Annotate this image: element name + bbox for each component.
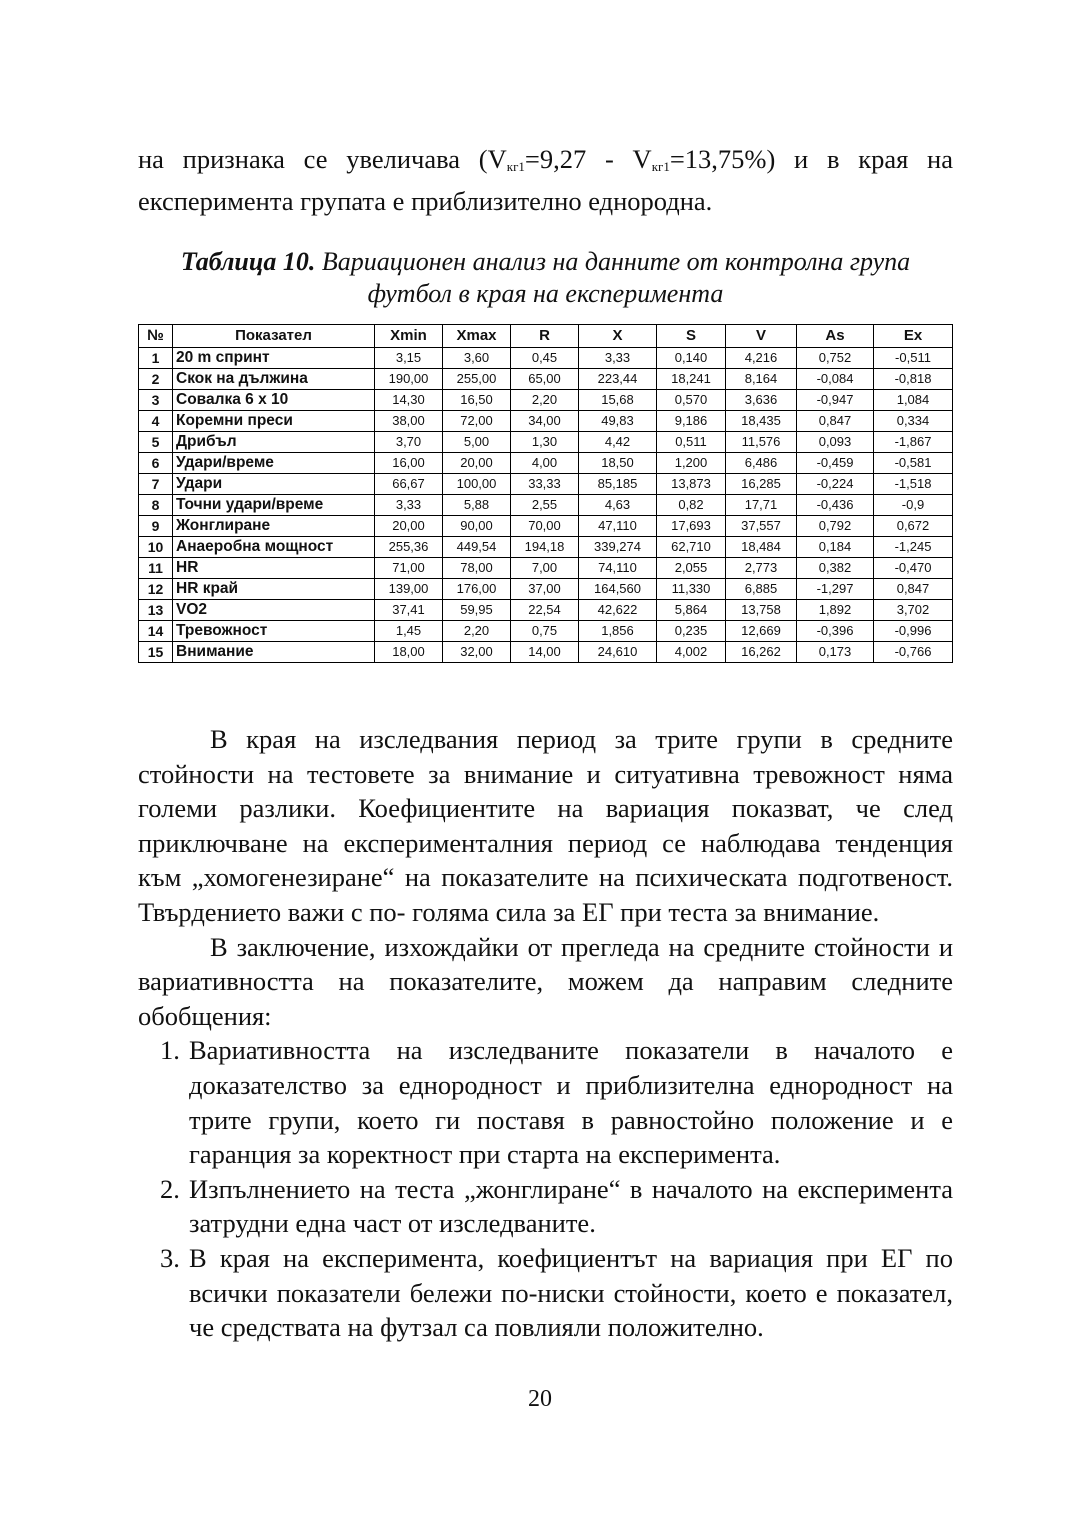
cell-v: 37,557 xyxy=(726,516,797,537)
cell-xmax: 20,00 xyxy=(443,453,511,474)
cell-ex: -1,245 xyxy=(874,537,953,558)
cell-s: 1,200 xyxy=(657,453,726,474)
cell-s: 0,235 xyxy=(657,621,726,642)
cell-number: 10 xyxy=(139,537,173,558)
cell-indicator: Скок на дължина xyxy=(173,369,375,390)
cell-as: -0,436 xyxy=(797,495,874,516)
cell-xmax: 100,00 xyxy=(443,474,511,495)
cell-x: 223,44 xyxy=(579,369,657,390)
cell-as: -0,947 xyxy=(797,390,874,411)
cell-xmax: 449,54 xyxy=(443,537,511,558)
cell-indicator: Совалка 6 х 10 xyxy=(173,390,375,411)
cell-r: 4,00 xyxy=(511,453,579,474)
cell-r: 7,00 xyxy=(511,558,579,579)
page-number: 20 xyxy=(528,1386,552,1412)
cell-xmax: 90,00 xyxy=(443,516,511,537)
list-item-marker: 1. xyxy=(160,1035,180,1066)
cell-v: 17,71 xyxy=(726,495,797,516)
cell-v: 6,885 xyxy=(726,579,797,600)
cell-ex: -0,818 xyxy=(874,369,953,390)
cell-xmin: 139,00 xyxy=(375,579,443,600)
cell-number: 5 xyxy=(139,432,173,453)
cell-xmin: 37,41 xyxy=(375,600,443,621)
cell-indicator: HR xyxy=(173,558,375,579)
table-row xyxy=(139,600,953,621)
header-cell-indicator: Показател xyxy=(173,325,375,348)
cell-indicator: Внимание xyxy=(173,642,375,663)
intro-text-part-2: =9,27 - V xyxy=(524,144,652,174)
cell-ex: -1,867 xyxy=(874,432,953,453)
cell-s: 0,511 xyxy=(657,432,726,453)
cell-number: 1 xyxy=(139,348,173,369)
cell-xmax: 5,88 xyxy=(443,495,511,516)
cell-s: 18,241 xyxy=(657,369,726,390)
cell-r: 37,00 xyxy=(511,579,579,600)
cell-s: 0,140 xyxy=(657,348,726,369)
cell-x: 47,110 xyxy=(579,516,657,537)
cell-s: 4,002 xyxy=(657,642,726,663)
table-row xyxy=(139,537,953,558)
cell-v: 4,216 xyxy=(726,348,797,369)
cell-r: 65,00 xyxy=(511,369,579,390)
cell-r: 14,00 xyxy=(511,642,579,663)
table-row xyxy=(139,495,953,516)
header-cell-x: X xyxy=(579,325,657,348)
cell-x: 42,622 xyxy=(579,600,657,621)
cell-number: 14 xyxy=(139,621,173,642)
cell-r: 2,55 xyxy=(511,495,579,516)
cell-xmax: 5,00 xyxy=(443,432,511,453)
cell-xmin: 38,00 xyxy=(375,411,443,432)
cell-indicator: Удари xyxy=(173,474,375,495)
cell-xmax: 16,50 xyxy=(443,390,511,411)
cell-ex: 3,702 xyxy=(874,600,953,621)
cell-v: 8,164 xyxy=(726,369,797,390)
cell-xmin: 71,00 xyxy=(375,558,443,579)
cell-indicator: Анаеробна мощност xyxy=(173,537,375,558)
cell-r: 2,20 xyxy=(511,390,579,411)
header-cell-number: № xyxy=(139,325,173,348)
cell-xmin: 190,00 xyxy=(375,369,443,390)
cell-as: -0,224 xyxy=(797,474,874,495)
body-text xyxy=(138,722,953,1345)
cell-indicator: Удари/време xyxy=(173,453,375,474)
cell-r: 194,18 xyxy=(511,537,579,558)
cell-indicator: Жонглиране xyxy=(173,516,375,537)
cell-xmax: 2,20 xyxy=(443,621,511,642)
table-row xyxy=(139,579,953,600)
table-row xyxy=(139,474,953,495)
intro-line-1 xyxy=(138,142,953,184)
cell-number: 9 xyxy=(139,516,173,537)
table-caption xyxy=(138,246,953,310)
cell-indicator: Точни удари/време xyxy=(173,495,375,516)
cell-s: 11,330 xyxy=(657,579,726,600)
cell-as: 1,892 xyxy=(797,600,874,621)
cell-r: 1,30 xyxy=(511,432,579,453)
cell-number: 4 xyxy=(139,411,173,432)
cell-s: 0,82 xyxy=(657,495,726,516)
cell-xmin: 3,15 xyxy=(375,348,443,369)
cell-s: 0,570 xyxy=(657,390,726,411)
cell-number: 6 xyxy=(139,453,173,474)
cell-v: 16,262 xyxy=(726,642,797,663)
cell-xmin: 66,67 xyxy=(375,474,443,495)
cell-x: 1,856 xyxy=(579,621,657,642)
table-row xyxy=(139,369,953,390)
list-item-text: В края на експеримента, коефициентът на вариация при ЕГ по всички показатели бележи по-ниски стойности, което е показател, че средствата на футзал са повлияли положително. xyxy=(189,1242,953,1343)
table-caption-label: Таблица 10. xyxy=(180,247,316,276)
cell-number: 15 xyxy=(139,642,173,663)
cell-number: 11 xyxy=(139,558,173,579)
cell-indicator: Тревожност xyxy=(173,621,375,642)
cell-xmax: 59,95 xyxy=(443,600,511,621)
variation-analysis-table xyxy=(138,324,953,663)
cell-x: 49,83 xyxy=(579,411,657,432)
table-row xyxy=(139,453,953,474)
cell-number: 3 xyxy=(139,390,173,411)
list-item-marker: 3. xyxy=(160,1242,180,1273)
list-item xyxy=(138,1241,953,1345)
cell-v: 11,576 xyxy=(726,432,797,453)
cell-x: 15,68 xyxy=(579,390,657,411)
cell-v: 3,636 xyxy=(726,390,797,411)
cell-x: 24,610 xyxy=(579,642,657,663)
cell-as: 0,847 xyxy=(797,411,874,432)
table-row xyxy=(139,390,953,411)
cell-v: 16,285 xyxy=(726,474,797,495)
cell-as: -0,396 xyxy=(797,621,874,642)
cell-as: 0,093 xyxy=(797,432,874,453)
cell-v: 6,486 xyxy=(726,453,797,474)
cell-as: -1,297 xyxy=(797,579,874,600)
cell-r: 70,00 xyxy=(511,516,579,537)
cell-indicator: Дрибъл xyxy=(173,432,375,453)
cell-r: 33,33 xyxy=(511,474,579,495)
cell-as: 0,173 xyxy=(797,642,874,663)
cell-x: 4,42 xyxy=(579,432,657,453)
header-cell-xmin: Xmin xyxy=(375,325,443,348)
cell-as: 0,184 xyxy=(797,537,874,558)
table-row xyxy=(139,411,953,432)
cell-ex: -0,511 xyxy=(874,348,953,369)
header-cell-as: As xyxy=(797,325,874,348)
cell-v: 18,484 xyxy=(726,537,797,558)
cell-r: 0,75 xyxy=(511,621,579,642)
intro-paragraph xyxy=(138,142,953,218)
cell-r: 34,00 xyxy=(511,411,579,432)
list-item-text: Вариативността на изследваните показатели в началото е доказателство за еднородност и приблизителна еднородност на трите групи, което ги поставя в равностойно положение и е гаранция за коректност при старта на експеримента. xyxy=(189,1035,953,1170)
cell-ex: -0,470 xyxy=(874,558,953,579)
intro-line-2: експеримента групата е приблизително еднородна. xyxy=(138,186,713,216)
cell-xmin: 16,00 xyxy=(375,453,443,474)
intro-text-part-1: на признака се увеличава (V xyxy=(138,144,507,174)
table-body xyxy=(139,348,953,663)
header-cell-ex: Ex xyxy=(874,325,953,348)
cell-v: 2,773 xyxy=(726,558,797,579)
intro-subscript-1: кг1 xyxy=(506,159,525,174)
cell-ex: 1,084 xyxy=(874,390,953,411)
cell-ex: -0,581 xyxy=(874,453,953,474)
header-cell-v: V xyxy=(726,325,797,348)
cell-xmax: 32,00 xyxy=(443,642,511,663)
cell-x: 74,110 xyxy=(579,558,657,579)
cell-x: 18,50 xyxy=(579,453,657,474)
cell-xmin: 3,70 xyxy=(375,432,443,453)
cell-ex: 0,847 xyxy=(874,579,953,600)
cell-xmin: 255,36 xyxy=(375,537,443,558)
cell-indicator: HR край xyxy=(173,579,375,600)
cell-s: 13,873 xyxy=(657,474,726,495)
list-item-marker: 2. xyxy=(160,1173,180,1204)
cell-indicator: VO2 xyxy=(173,600,375,621)
list-item xyxy=(138,1033,953,1171)
cell-number: 2 xyxy=(139,369,173,390)
intro-subscript-2: кг1 xyxy=(651,159,670,174)
cell-ex: -0,766 xyxy=(874,642,953,663)
list-item xyxy=(138,1172,953,1241)
cell-ex: 0,334 xyxy=(874,411,953,432)
cell-ex: 0,672 xyxy=(874,516,953,537)
cell-ex: -0,9 xyxy=(874,495,953,516)
conclusions-list xyxy=(138,1033,953,1344)
cell-as: 0,382 xyxy=(797,558,874,579)
cell-xmax: 72,00 xyxy=(443,411,511,432)
cell-r: 0,45 xyxy=(511,348,579,369)
cell-ex: -0,996 xyxy=(874,621,953,642)
header-cell-s: S xyxy=(657,325,726,348)
cell-x: 339,274 xyxy=(579,537,657,558)
cell-xmin: 18,00 xyxy=(375,642,443,663)
body-paragraph-2: В заключение, изхождайки от прегледа на средните стойности и вариативността на показателите, можем да направим следните обобщения: xyxy=(138,931,953,1031)
cell-s: 2,055 xyxy=(657,558,726,579)
cell-v: 18,435 xyxy=(726,411,797,432)
table-caption-line-1: Вариационен анализ на данните от контролна група xyxy=(321,247,911,276)
header-cell-xmax: Xmax xyxy=(443,325,511,348)
cell-s: 5,864 xyxy=(657,600,726,621)
cell-x: 4,63 xyxy=(579,495,657,516)
cell-xmax: 176,00 xyxy=(443,579,511,600)
list-item-text: Изпълнението на теста „жонглиране“ в началото на експеримента затрудни една част от изследваните. xyxy=(189,1173,953,1239)
table-row xyxy=(139,432,953,453)
cell-x: 3,33 xyxy=(579,348,657,369)
cell-number: 7 xyxy=(139,474,173,495)
cell-xmax: 3,60 xyxy=(443,348,511,369)
table-row xyxy=(139,516,953,537)
cell-s: 62,710 xyxy=(657,537,726,558)
cell-number: 13 xyxy=(139,600,173,621)
cell-xmin: 1,45 xyxy=(375,621,443,642)
cell-x: 164,560 xyxy=(579,579,657,600)
cell-number: 12 xyxy=(139,579,173,600)
cell-xmax: 255,00 xyxy=(443,369,511,390)
cell-s: 17,693 xyxy=(657,516,726,537)
cell-s: 9,186 xyxy=(657,411,726,432)
cell-x: 85,185 xyxy=(579,474,657,495)
table-row xyxy=(139,621,953,642)
cell-indicator: Коремни преси xyxy=(173,411,375,432)
cell-ex: -1,518 xyxy=(874,474,953,495)
body-paragraph-1: В края на изследвания период за трите групи в средните стойности на тестовете за внимание и ситуативна тревожност няма големи разлики. Коефициентите на вариация показват, че след приключване на експерименталния период се наблюдава тенденция към „хомогенезиране“ на показателите на психическата подготвеност. Твърдението важи с по- голяма сила за ЕГ при теста за внимание. xyxy=(138,724,953,927)
header-cell-r: R xyxy=(511,325,579,348)
intro-text-part-3: =13,75%) и в края на xyxy=(669,144,953,174)
cell-as: 0,792 xyxy=(797,516,874,537)
cell-xmax: 78,00 xyxy=(443,558,511,579)
table-row xyxy=(139,642,953,663)
cell-as: -0,084 xyxy=(797,369,874,390)
table-header-row xyxy=(139,325,953,348)
cell-number: 8 xyxy=(139,495,173,516)
cell-xmin: 14,30 xyxy=(375,390,443,411)
cell-as: -0,459 xyxy=(797,453,874,474)
table-row xyxy=(139,348,953,369)
cell-xmin: 20,00 xyxy=(375,516,443,537)
table-row xyxy=(139,558,953,579)
cell-as: 0,752 xyxy=(797,348,874,369)
cell-indicator: 20 m спринт xyxy=(173,348,375,369)
cell-r: 22,54 xyxy=(511,600,579,621)
cell-xmin: 3,33 xyxy=(375,495,443,516)
cell-v: 12,669 xyxy=(726,621,797,642)
cell-v: 13,758 xyxy=(726,600,797,621)
table-caption-line-2: футбол в края на експеримента xyxy=(367,279,724,308)
